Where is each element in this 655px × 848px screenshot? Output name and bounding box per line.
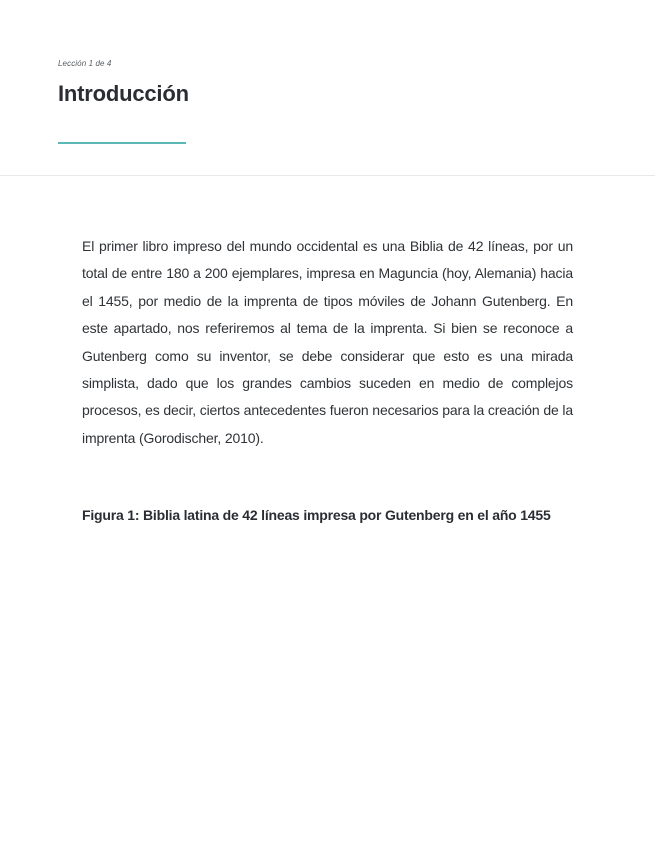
title-underline — [58, 142, 186, 144]
lesson-counter: Lección 1 de 4 — [58, 59, 112, 68]
lesson-header — [0, 0, 655, 176]
page-title: Introducción — [58, 81, 189, 106]
lesson-content — [82, 233, 573, 452]
figure-caption: Figura 1: Biblia latina de 42 líneas impresa por Gutenberg en el año 1455 — [82, 507, 551, 523]
body-paragraph: El primer libro impreso del mundo occidental es una Biblia de 42 líneas, por un total de entre 180 a 200 ejemplares, impresa en Maguncia (hoy, Alemania) hacia el 1455, por medio de la imprenta de tipos móviles de Johann Gutenberg. En este apartado, nos referiremos al tema de la imprenta. Si bien se reconoce a Gutenberg como su inventor, se debe considerar que esto es una mirada simplista, dado que los grandes cambios suceden en medio de complejos procesos, es decir, ciertos antecedentes fueron necesarios para la creación de la imprenta (Gorodischer, 2010). — [82, 238, 573, 446]
